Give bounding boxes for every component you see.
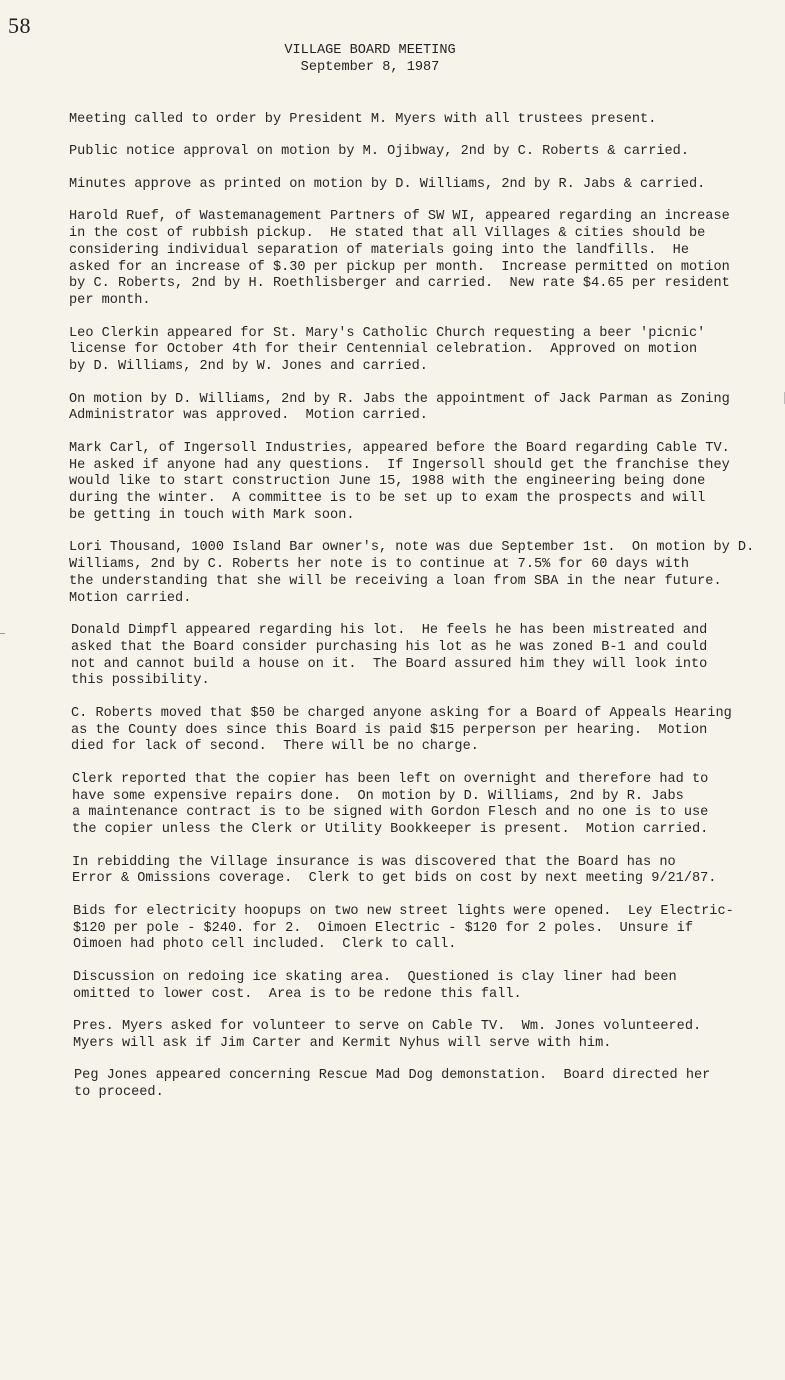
minutes-paragraph-beer-license: Leo Clerkin appeared for St. Mary's Catholic Church requesting a beer 'picnic' license for October 4th for their Centennial celebration. Approved on motion by D. Williams, 2nd by W. Jones and carried. bbox=[69, 325, 706, 375]
minutes-paragraph-zoning-administrator: On motion by D. Williams, 2nd by R. Jabs the appointment of Jack Parman as Zoning Administrator was approved. Motion carried. bbox=[69, 391, 730, 424]
meeting-date: September 8, 1987 bbox=[300, 60, 440, 75]
minutes-paragraph-mad-dog: Peg Jones appeared concerning Rescue Mad Dog demonstation. Board directed her to proceed. bbox=[74, 1068, 711, 1100]
minutes-paragraph-dimpfl-lot: Donald Dimpfl appeared regarding his lot. He feels he has been mistreated and asked that the Board consider purchasing his lot as he was zoned B-1 and could not and cannot build a house on it. The Board assured him they will look into this possibility. bbox=[71, 623, 708, 689]
minutes-paragraph-minutes-approval: Minutes approve as printed on motion by D. Williams, 2nd by R. Jabs & carried. bbox=[69, 176, 706, 192]
minutes-paragraph-cable-tv: Mark Carl, of Ingersoll Industries, appeared before the Board regarding Cable TV. He asked if anyone had any questions. If Ingersoll should get the franchise they would like to start construction June 15, 1988 with the engineering being done during the winter. A committee is to be set up to exam the prospects and will be getting in touch with Mark soon. bbox=[69, 440, 730, 523]
minutes-paragraph-public-notice: Public notice approval on motion by M. Ojibway, 2nd by C. Roberts & carried. bbox=[69, 144, 689, 160]
page-number: 58 bbox=[8, 13, 31, 38]
minutes-paragraph-call-to-order: Meeting called to order by President M. Myers with all trustees present. bbox=[69, 112, 657, 127]
minutes-paragraph-bar-note: Lori Thousand, 1000 Island Bar owner's, note was due September 1st. On motion by D. Williams, 2nd by C. Roberts her note is to continue at 7.5% for 60 days with the understanding that she will be receiving a loan from SBA in the near future. Motion carried. bbox=[69, 540, 755, 606]
meeting-title: VILLAGE BOARD MEETING bbox=[284, 43, 456, 58]
minutes-paragraph-insurance: In rebidding the Village insurance is was discovered that the Board has no Error & Omissions coverage. Clerk to get bids on cost by next meeting 9/21/87. bbox=[72, 854, 717, 887]
minutes-paragraph-ice-skating: Discussion on redoing ice skating area. Questioned is clay liner had been omitted to lower cost. Area is to be redone this fall. bbox=[73, 969, 677, 1002]
minutes-paragraph-cable-volunteer: Pres. Myers asked for volunteer to serve on Cable TV. Wm. Jones volunteered. Myers will ask if Jim Carter and Kermit Nyhus will serve with him. bbox=[73, 1018, 702, 1051]
minutes-paragraph-street-lights: Bids for electricity hoopups on two new street lights were opened. Ley Electric- $120 per pole - $240. for 2. Oimoen Electric - $120 for 2 poles. Unsure if Oimoen had photo cell included. Clerk to call. bbox=[73, 903, 734, 953]
minutes-paragraph-rubbish-pickup: Harold Ruef, of Wastemanagement Partners of SW WI, appeared regarding an increase in the cost of rubbish pickup. He stated that all Villages & cities should be considering individual separation of materials going into the landfills. He asked for an increase of $.30 per pickup per month. Increase permitted on motion by C. Roberts, 2nd by H. Roethlisberger and carried. New rate $4.65 per resident per month. bbox=[69, 209, 730, 309]
minutes-body bbox=[69, 112, 785, 1102]
minutes-paragraph-appeals-fee: C. Roberts moved that $50 be charged anyone asking for a Board of Appeals Hearing as the County does since this Board is paid $15 perperson per hearing. Motion died for lack of second. There will be no charge. bbox=[71, 705, 732, 755]
minutes-paragraph-copier: Clerk reported that the copier has been left on overnight and therefore had to have some expensive repairs done. On motion by D. Williams, 2nd by R. Jabs a maintenance contract is to be signed with Gordon Flesch and no one is to use the copier unless the Clerk or Utility Bookkeeper is present. Motion carried. bbox=[72, 771, 709, 838]
meeting-header bbox=[0, 42, 740, 76]
margin-mark bbox=[0, 633, 5, 634]
